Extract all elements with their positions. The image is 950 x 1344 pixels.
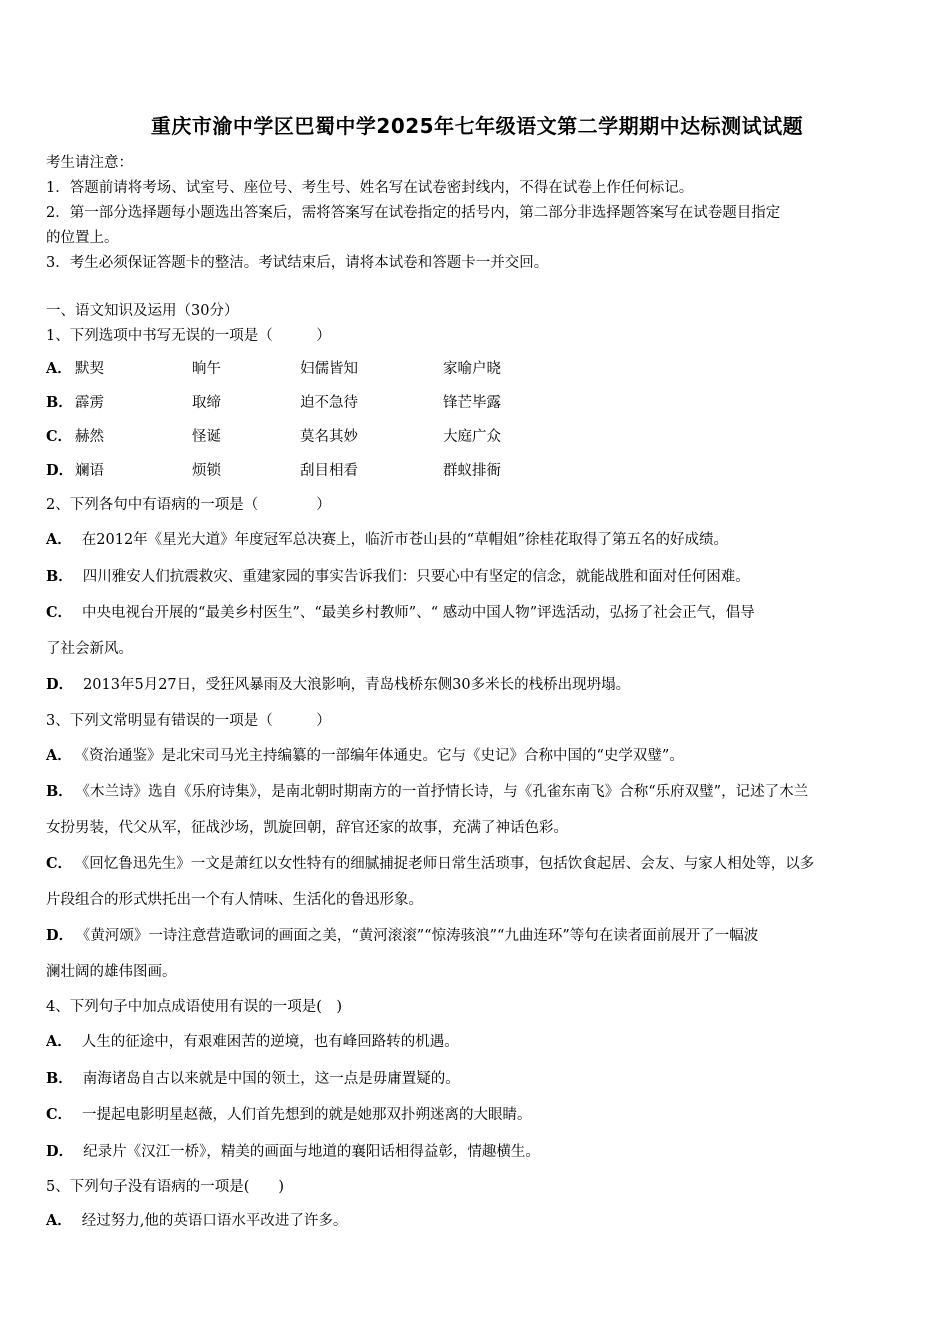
option-text: 南海诸岛自古以来就是中国的领土，这一点是毋庸置疑的。 — [82, 1070, 460, 1087]
option-letter: B． — [46, 567, 73, 585]
notice-item: 的位置上。 — [46, 230, 119, 246]
q3-option-c — [46, 846, 908, 883]
q5-option-a — [46, 1204, 908, 1238]
option-text: 纪录片《汉江一桥》，精美的画面与地道的襄阳话相得益彰，情趣横生。 — [83, 1143, 540, 1160]
option-letter: C． — [46, 855, 73, 872]
option-word: 斓语 — [75, 463, 104, 479]
option-text: 《资治通鉴》是北宋司马光主持编纂的一部编年体通史。它与《史记》合称中国的“史学双璧”。 — [81, 747, 684, 764]
q2-option-d — [46, 667, 908, 704]
notice-item: 1．答题前请将考场、试室号、座位号、考生号、姓名写在试卷密封线内，不得在试卷上作任何标记。 — [46, 180, 694, 196]
q3-option-d-cont — [46, 955, 908, 991]
q1-option-b — [46, 386, 908, 420]
option-word: 刮目相看 — [300, 463, 358, 479]
option-text: 《木兰诗》选自《乐府诗集》，是南北朝时期南方的一首抒情长诗，与《孔雀东南飞》合称“乐府双璧”，记述了木兰 — [82, 784, 809, 800]
option-word: 锋芒毕露 — [443, 395, 501, 411]
option-word: 妇儒皆知 — [300, 361, 358, 377]
notice-item: 3．考生必须保证答题卡的整洁。考试结束后，请将本试卷和答题卡一并交回。 — [46, 255, 549, 271]
option-letter: C． — [46, 604, 73, 621]
exam-page — [46, 110, 908, 1238]
option-word: 晌午 — [192, 361, 221, 377]
section-heading: 一、语文知识及运用（30分） — [46, 303, 239, 319]
q2-option-c — [46, 595, 908, 632]
q3-option-c-cont — [46, 883, 908, 919]
q1-option-a — [46, 352, 908, 386]
option-letter: D． — [46, 462, 74, 479]
option-word: 群蚁排衙 — [443, 463, 501, 479]
option-text: 《回忆鲁迅先生》一文是萧红以女性特有的细腻捕捉老师日常生活琐事，包括饮食起居、会友、与家人相处等，以多 — [82, 856, 815, 872]
q3-option-b — [46, 774, 908, 811]
question-3-stem: 3、下列文常明显有错误的一项是（ ） — [46, 712, 331, 729]
exam-title: 重庆市渝中学区巴蜀中学2025年七年级语文第二学期期中达标测试试题 — [150, 114, 804, 138]
q1-option-c — [46, 420, 908, 454]
q3-option-b-cont — [46, 811, 908, 847]
option-text: 片段组合的形式烘托出一个有人情味、生活化的鲁迅形象。 — [46, 891, 423, 908]
option-text: 四川雅安人们抗震救灾、重建家园的事实告诉我们：只要心中有坚定的信念，就能战胜和面对任何困难。 — [82, 568, 750, 585]
q2-option-a — [46, 522, 908, 559]
option-letter: C． — [46, 1106, 73, 1123]
q4-option-d — [46, 1134, 908, 1171]
option-text: 了社会新风。 — [46, 640, 133, 657]
option-letter: A． — [46, 746, 72, 764]
option-word: 取缔 — [192, 395, 221, 411]
option-word: 迫不急待 — [300, 395, 358, 411]
option-text: 2013年5月27日，受狂风暴雨及大浪影响，青岛栈桥东侧30多米长的栈桥出现坍塌。 — [83, 677, 631, 693]
option-letter: A． — [46, 1033, 72, 1050]
option-letter: B． — [46, 783, 73, 800]
question-1-stem: 1、下列选项中书写无误的一项是（ ） — [46, 328, 331, 344]
q3-option-d — [46, 918, 908, 955]
option-word: 烦锁 — [192, 463, 221, 479]
option-text: 经过努力,他的英语口语水平改进了许多。 — [81, 1213, 348, 1229]
option-letter: A． — [46, 360, 72, 377]
option-word: 霹雳 — [75, 395, 104, 411]
option-letter: D． — [46, 676, 74, 693]
option-letter: B． — [46, 394, 73, 411]
question-5-stem: 5、下列句子没有语病的一项是( ) — [46, 1179, 285, 1195]
question-4-stem: 4、下列句子中加点成语使用有误的一项是( ) — [46, 999, 343, 1015]
notice-heading: 考生请注意： — [46, 155, 133, 171]
option-text: 人生的征途中，有艰难困苦的逆境，也有峰回路转的机遇。 — [81, 1034, 459, 1050]
option-text: 澜壮阔的雄伟图画。 — [46, 963, 177, 980]
q1-option-d — [46, 454, 908, 488]
q3-option-a — [46, 738, 908, 775]
option-text: 在2012年《星光大道》年度冠军总决赛上，临沂市苍山县的“草帽姐”徐桂花取得了第五名的好成绩。 — [81, 532, 728, 548]
option-letter: A． — [46, 1212, 72, 1229]
notice-item: 2．第一部分选择题每小题选出答案后，需将答案写在试卷指定的括号内，第二部分非选择题答案写在试卷题目指定 — [46, 205, 781, 221]
q4-option-c — [46, 1097, 908, 1134]
question-2-stem: 2、下列各句中有语病的一项是（ ） — [46, 497, 331, 513]
option-letter: B． — [46, 1069, 73, 1087]
option-text: 一提起电影明星赵薇，人们首先想到的就是她那双扑朔迷离的大眼睛。 — [82, 1107, 532, 1123]
option-word: 怪诞 — [192, 429, 221, 445]
option-word: 默契 — [75, 361, 104, 377]
q4-option-b — [46, 1061, 908, 1098]
option-word: 家喻户晓 — [443, 361, 501, 377]
option-text: 女扮男装，代父从军，征战沙场，凯旋回朝，辞官还家的故事，充满了神话色彩。 — [46, 819, 568, 836]
option-word: 大庭广众 — [443, 429, 501, 445]
q4-option-a — [46, 1024, 908, 1061]
q2-option-b — [46, 559, 908, 596]
option-letter: A． — [46, 531, 72, 548]
q2-option-c-cont — [46, 632, 908, 668]
option-text: 中央电视台开展的“最美乡村医生”、“最美乡村教师”、“ 感动中国人物”评选活动，弘扬了社会正气，倡导 — [82, 605, 755, 621]
option-word: 莫名其妙 — [300, 429, 358, 445]
option-word: 赫然 — [75, 429, 104, 445]
option-letter: D． — [46, 927, 74, 944]
option-text: 《黄河颂》一诗注意营造歌词的画面之美，“黄河滚滚”“惊涛骇浪”“九曲连环”等句在读者面前展开了一幅波 — [83, 928, 759, 944]
option-letter: D． — [46, 1142, 74, 1160]
option-letter: C． — [46, 428, 73, 445]
